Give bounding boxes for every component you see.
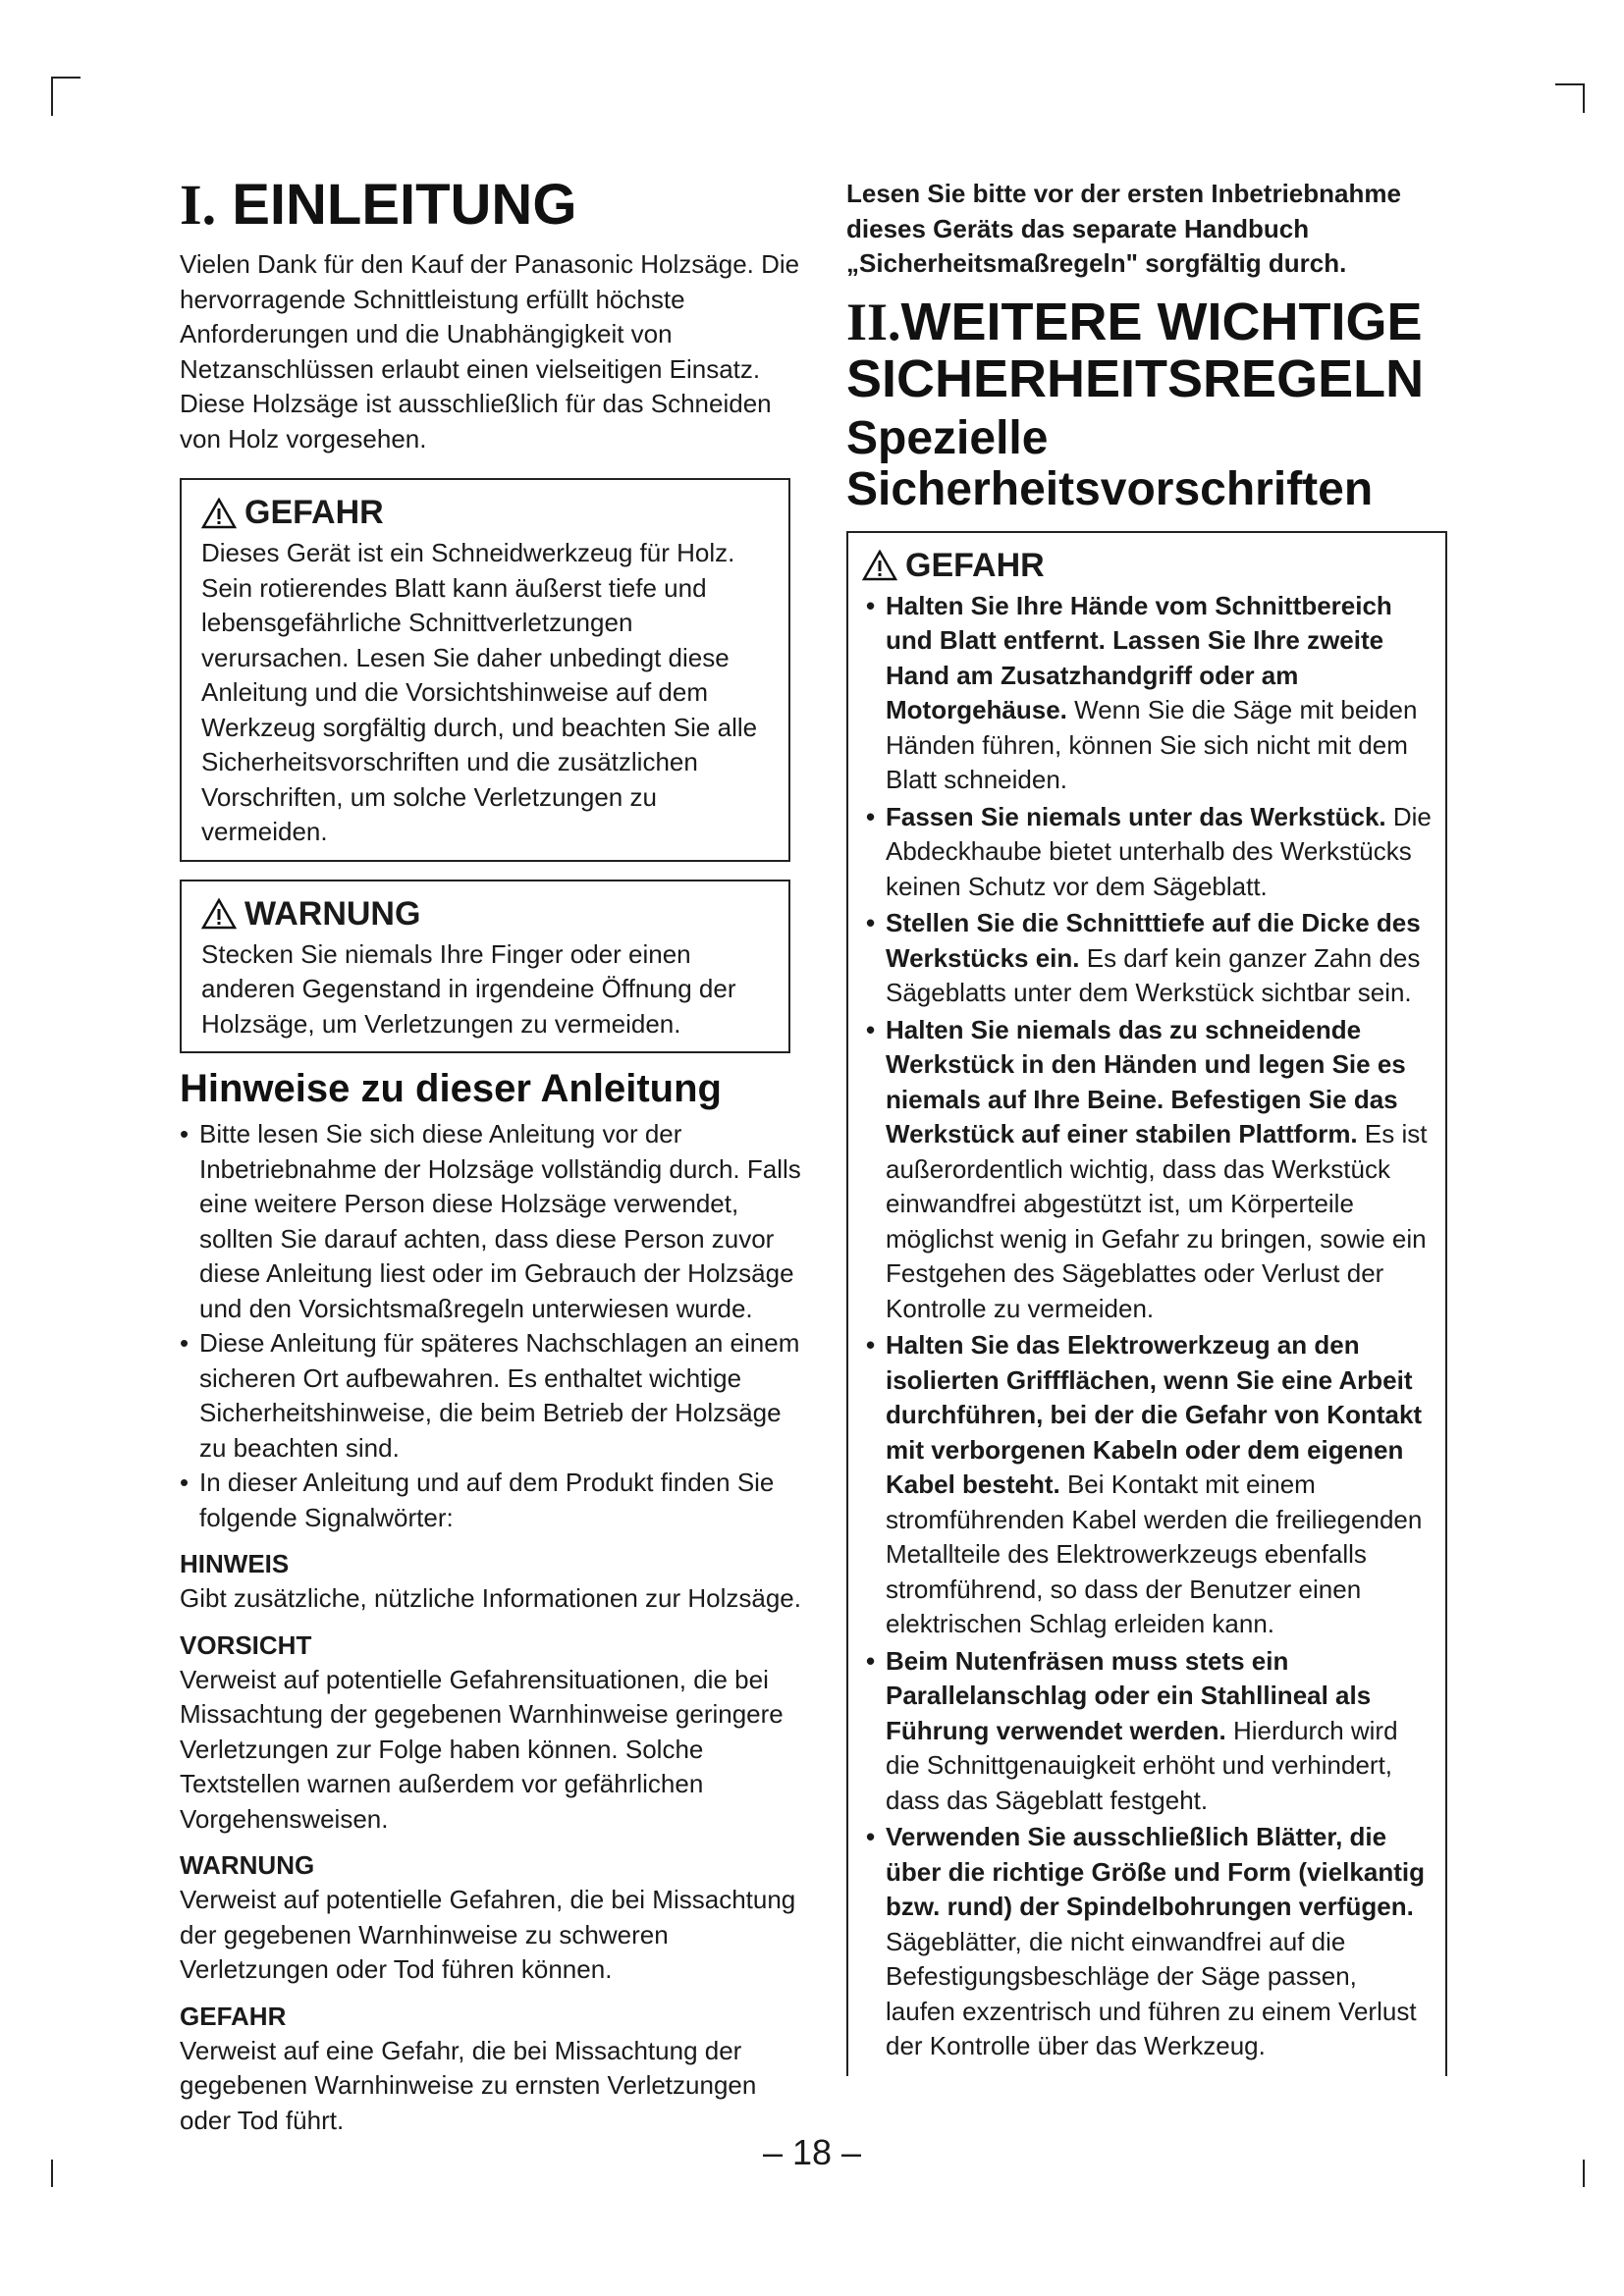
list-item: [862, 1644, 1432, 1819]
rule-text: Hierdurch wird die Schnittgenauigkeit erhöht und verhindert, dass das Sägeblatt festgeht.: [886, 1715, 1398, 1815]
signal-text-gefahr: Verweist auf eine Gefahr, die bei Missachtung der gegebenen Warnhinweise zu ernsten Verletzungen oder Tod führt.: [180, 2035, 757, 2135]
warning-box-text: Stecken Sie niemals Ihre Finger oder einen anderen Gegenstand in irgendeine Öffnung der Holzsäge, um Verletzungen zu vermeiden.: [201, 938, 736, 1039]
signal-word-gefahr: GEFAHR: [180, 2001, 287, 2031]
rule-text: Bei Kontakt mit einem stromführenden Kabel werden die freiliegenden Metallteile des Elektrowerkzeugs ebenfalls stromführend, so dass der Benutzer einen elektrischen Schlag erleiden kann.: [886, 1469, 1423, 1638]
danger-box-title: [201, 494, 769, 532]
intro-paragraph: Vielen Dank für den Kauf der Panasonic Holzsäge. Die hervorragende Schnittleistung erfüllt höchste Anforderungen und die Unabhängigkeit von Netzanschlüssen erlaubt einen vielseitigen Einsatz. Diese Holzsäge ist ausschließlich für das Schneiden von Holz vorgesehen.: [180, 249, 800, 454]
subsection-title-spezielle: Spezielle Sicherheitsvorschriften: [846, 411, 1374, 515]
list-item: • Bitte lesen Sie sich diese Anleitung vor der Inbetriebnahme der Holzsäge vollständig durch. Falls eine weitere Person diese Holzsäge verwendet, sollten Sie darauf achten, dass diese Person zuvor diese Anleitung liest oder im Gebrauch der Holzsäge und den Vorsichtsmaßregeln unterwiesen wurde.: [180, 1117, 804, 1326]
read-manual-note: Lesen Sie bitte vor der ersten Inbetriebnahme dieses Geräts das separate Handbuch „Sicherheitsmaßregeln" sorgfältig durch.: [846, 179, 1401, 278]
section-title-text: EINLEITUNG: [232, 173, 577, 237]
warning-triangle-icon: [862, 550, 897, 581]
list-item: [862, 589, 1432, 798]
section-title-sicherheitsregeln: [846, 294, 1453, 407]
warning-box-title: [201, 895, 769, 934]
list-item: [862, 1328, 1432, 1642]
rule-bold: Stellen Sie die Schnitttiefe auf die Dicke des Werkstücks ein.: [886, 908, 1421, 973]
rule-text: Sägeblätter, die nicht einwandfrei auf die Befestigungsbeschläge der Säge passen, laufen exzentrisch und führen zu einem Verlust der Kontrolle über das Werkzeug.: [886, 1926, 1417, 2060]
signal-word-warnung: WARNUNG: [180, 1850, 315, 1880]
danger-box-title: [862, 547, 1432, 585]
warning-box: [180, 880, 790, 1054]
section-title-einleitung: [180, 173, 804, 237]
rule-text: Die Abdeckhaube bietet unterhalb des Werkstücks keinen Schutz vor dem Sägeblatt.: [886, 801, 1432, 901]
page-number: – 18 –: [762, 2132, 862, 2172]
list-item: [862, 1820, 1432, 2064]
crop-mark-top-right-h: [1555, 83, 1585, 85]
danger-box-safety-rules: [846, 531, 1447, 2076]
hinweise-list: [180, 1117, 804, 1535]
right-column: [846, 177, 1453, 2076]
danger-box: [180, 478, 790, 862]
rule-bold: Verwenden Sie ausschließlich Blätter, die über die richtige Größe und Form (vielkantig bzw. rund) der Spindelbohrungen verfügen.: [886, 1822, 1425, 1921]
list-item: • In dieser Anleitung und auf dem Produkt finden Sie folgende Signalwörter:: [180, 1466, 804, 1535]
signal-word-vorsicht: VORSICHT: [180, 1629, 312, 1660]
rule-bold: Halten Sie Ihre Hände vom Schnittbereich und Blatt entfernt. Lassen Sie Ihre zweite Hand am Zusatzhandgriff oder am Motorgehäuse.: [886, 590, 1392, 724]
list-item: [862, 1013, 1432, 1327]
signal-text-hinweis: Gibt zusätzliche, nützliche Informationen zur Holzsäge.: [180, 1583, 801, 1613]
subsection-title-hinweise: Hinweise zu dieser Anleitung: [180, 1067, 722, 1110]
safety-rules-list: [862, 589, 1432, 2064]
signal-text-warnung: Verweist auf potentielle Gefahren, die bei Missachtung der gegebenen Warnhinweise zu schweren Verletzungen oder Tod führen können.: [180, 1885, 796, 1984]
signal-word-hinweis: HINWEIS: [180, 1549, 290, 1578]
list-item: [862, 800, 1432, 905]
warning-triangle-icon: [201, 498, 237, 529]
rule-bold: Halten Sie niemals das zu schneidende Werkstück in den Händen und legen Sie es niemals auf Ihre Beine. Befestigen Sie das Werkstück auf einer stabilen Plattform.: [886, 1014, 1406, 1148]
danger-box-text: Dieses Gerät ist ein Schneidwerkzeug für Holz. Sein rotierendes Blatt kann äußerst tiefe und lebensgefährliche Schnittverletzungen verursachen. Lesen Sie daher unbedingt diese Anleitung und die Vorsichtshinweise auf dem Werkzeug sorgfältig durch, und beachten Sie alle Sicherheitsvorschriften und die zusätzlichen Vorschriften, um solche Verletzungen zu vermeiden.: [201, 538, 758, 846]
rule-bold: Halten Sie das Elektrowerkzeug an den isolierten Griffflächen, wenn Sie eine Arbeit durchführen, bei der die Gefahr von Kontakt mit verborgenen Kabeln oder dem eigenen Kabel besteht.: [886, 1330, 1423, 1499]
crop-mark-top-left-h: [51, 77, 81, 79]
section-number: I.: [180, 173, 217, 237]
warning-triangle-icon: [201, 898, 237, 930]
rule-text: Es darf kein ganzer Zahn des Sägeblatts unter dem Werkstück sichtbar sein.: [886, 942, 1421, 1007]
rule-bold: Beim Nutenfräsen muss stets ein Parallelanschlag oder ein Stahllineal als Führung verwendet werden.: [886, 1645, 1372, 1745]
rule-text: Es ist außerordentlich wichtig, dass das Werkstück einwandfrei abgestützt ist, um Körperteile möglichst wenig in Gefahr zu bringen, sowie ein Festgehen des Sägeblattes oder Verlust der Kontrolle zu vermeiden.: [886, 1119, 1428, 1323]
rule-text: Wenn Sie die Säge mit beiden Händen führen, können Sie sich nicht mit dem Blatt schneiden.: [886, 695, 1418, 794]
left-column: [180, 173, 804, 2138]
rule-bold: Fassen Sie niemals unter das Werkstück.: [886, 801, 1386, 831]
list-item: [862, 906, 1432, 1011]
crop-mark-top-right-v: [1583, 83, 1585, 113]
warning-box-label: WARNUNG: [244, 894, 421, 933]
section-number: II.: [846, 292, 901, 351]
section-title-text: WEITERE WICHTIGE SICHERHEITSREGELN: [846, 292, 1425, 408]
danger-box-label: GEFAHR: [905, 546, 1045, 584]
list-item: • Diese Anleitung für späteres Nachschlagen an einem sicheren Ort aufbewahren. Es enthaltet wichtige Sicherheitshinweise, die beim Betrieb der Holzsäge zu beachten sind.: [180, 1326, 804, 1466]
crop-mark-top-left-v: [51, 77, 53, 116]
danger-box-label: GEFAHR: [244, 494, 384, 531]
signal-text-vorsicht: Verweist auf potentielle Gefahrensituationen, die bei Missachtung der gegebenen Warnhinweise geringere Verletzungen zur Folge haben können. Solche Textstellen warnen außerdem vor gefährlichen Vorgehensweisen.: [180, 1664, 784, 1834]
